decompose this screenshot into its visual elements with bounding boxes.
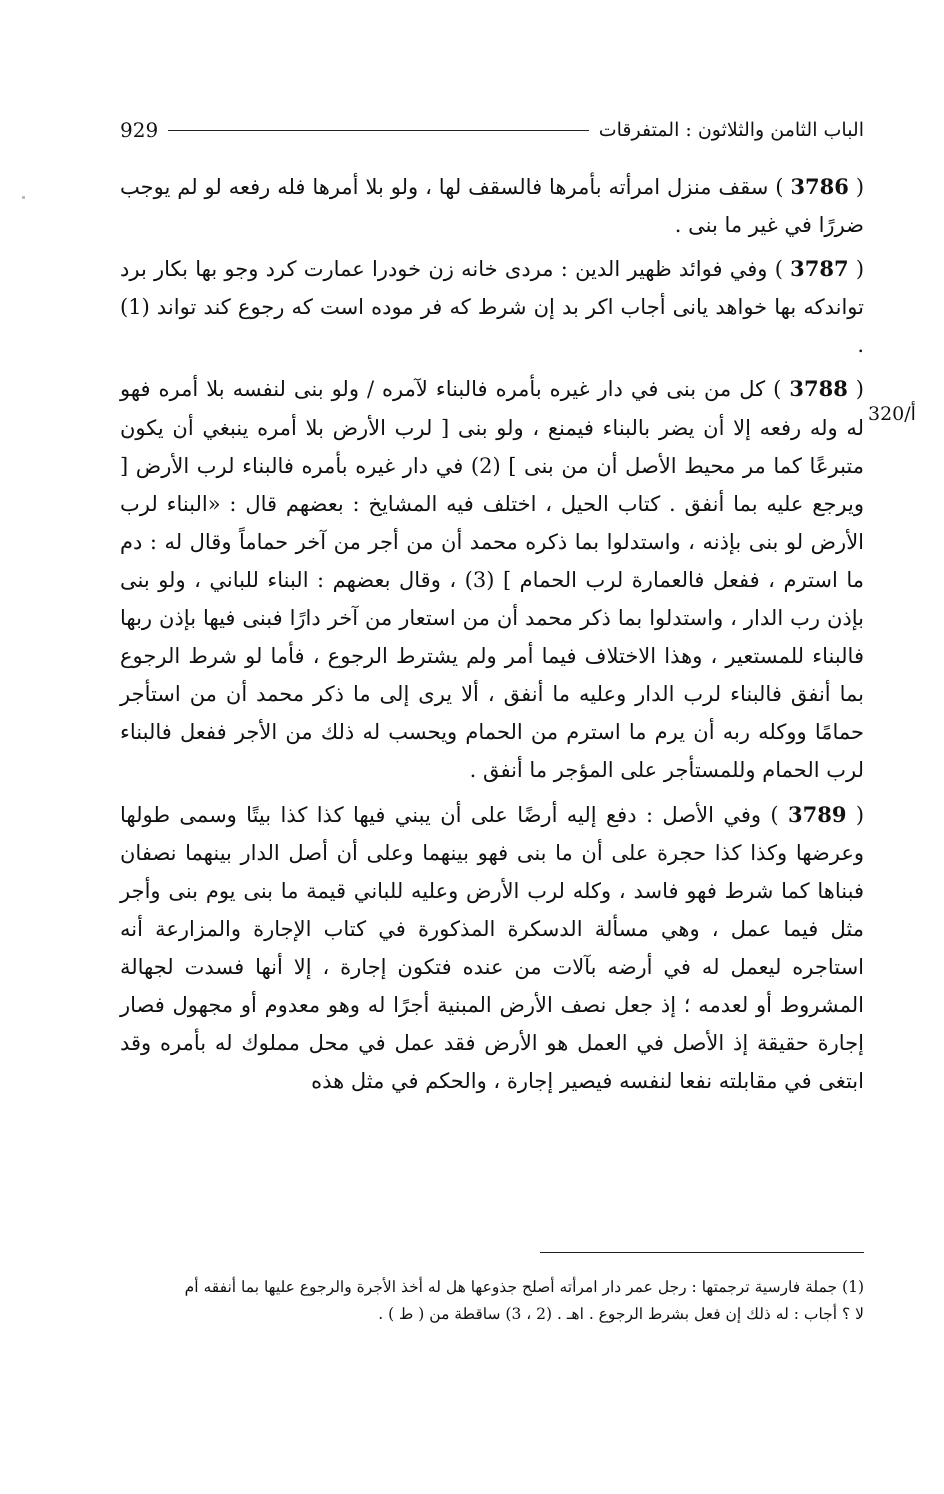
paragraph-text: وفي الأصل : دفع إليه أرضًا على أن يبني فيها كذا كذا بيتًا وسمى طولها وعرضها وكذا كذا حجرة على أن ما بنى فهو بينهما وعلى أن أصل الدار بينهما نصفان فبناها كما شرط فهو فاسد ، وكله لرب الأرض وعليه للباني قيمة ما بنى يوم بنى وأجر مثل فيما عمل ، وهي مسألة الدسكرة المذكورة في كتاب الإجارة والمزارعة أنه استاجره ليعمل له في أرضه بآلات من عنده فتكون إجارة ، إلا أنها فسدت لجهالة المشروط أو لعدمه ؛ إذ جعل نصف الأرض المبنية أجرًا له وهو معدوم أو مجهول فصار إجارة حقيقة إذ الأصل في العمل هو الأرض فقد عمل في محل مملوك له بأمره وقد ابتغى في مقابلته نفعا لنفسه فيصير إجارة ، والحكم في مثل هذه: [120, 802, 864, 1094]
footnote-separator: [540, 1252, 864, 1253]
header-rule: [168, 130, 589, 131]
running-header: [120, 112, 864, 148]
paragraph-number: 3787: [790, 256, 849, 282]
paragraph-number: 3788: [789, 376, 848, 402]
running-title: الباب الثامن والثلاثون : المتفرقات: [598, 119, 864, 141]
paragraph-text: وفي فوائد ظهير الدين : مردى خانه زن خودرا عمارت كرد وجو بها بكار برد تواندكه بها خواهد يانى أجاب اكر بد إن شرط كه فر موده است كه رجوع كند تواند (1) .: [120, 257, 864, 358]
paragraph-3789: ( 3789 ) وفي الأصل : دفع إليه أرضًا على أن يبني فيها كذا كذا بيتًا وسمى طولها وعرضها وكذا كذا حجرة على أن ما بنى فهو بينهما وعلى أن أصل الدار بينهما نصفان فبناها كما شرط فهو فاسد ، وكله لرب الأرض وعليه للباني قيمة ما بنى يوم بنى وأجر مثل فيما عمل ، وهي مسألة الدسكرة المذكورة في كتاب الإجارة والمزارعة أنه استاجره ليعمل له في أرضه بآلات من عنده فتكون إجارة ، إلا أنها فسدت لجهالة المشروط أو لعدمه ؛ إذ جعل نصف الأرض المبنية أجرًا له وهو معدوم أو مجهول فصار إجارة حقيقة إذ الأصل في العمل هو الأرض فقد عمل في محل مملوك له بأمره وقد ابتغى في مقابلته نفعا لنفسه فيصير إجارة ، والحكم في مثل هذه: [120, 801, 865, 1094]
paragraph-3786: ( 3786 ) سقف منزل امرأته بأمرها فالسقف لها ، ولو بلا أمرها فله رفعه لو لم يوجب ضررًا في غير ما بنى .: [120, 174, 865, 238]
margin-dot: [22, 196, 25, 199]
paragraph-number: 3786: [790, 174, 849, 199]
footnote-line: لا ؟ أجاب : له ذلك إن فعل بشرط الرجوع . اهـ . (2 ، 3) ساقطة من ( ط ) .: [378, 1305, 864, 1323]
footnote-line: (1) جملة فارسية ترجمتها : رجل عمر دار امرأته أصلح جذوعها هل له أخذ الأجرة والرجوع عليها بما أنفقه أم: [184, 1278, 864, 1296]
paragraph-number: 3789: [787, 801, 847, 827]
folio-marker: 320/أ: [868, 403, 916, 425]
paragraph-3788: ( 3788 ) كل من بنى في دار غيره بأمره فالبناء لآمره / ولو بنى لنفسه بلا أمره فهو له وله رفعه إلا أن يضر بالبناء فيمنع ، ولو بنى [ لرب الأرض بلا أمره ينبغي أن يكون متبرعًا كما مر محيط الأصل أن من بنى ] (2) في دار غيره بأمره فالبناء لرب الأرض [ ويرجع عليه بما أنفق . كتاب الحيل ، اختلف فيه المشايخ : بعضهم قال : «البناء لرب الأرض لو بنى بإذنه ، واستدلوا بما ذكره محمد أن من أجر من آخر حماماً وقال له : دم ما استرم ، ففعل فالعمارة لرب الحمام ] (3) ، وقال بعضهم : البناء للباني ، ولو بنى بإذن رب الدار ، واستدلوا بما ذكر محمد أن من استعار من آخر دارًا فبنى فيها بإذن ربها فالبناء للمستعير ، وهذا الاختلاف فيما أمر ولم يشترط الرجوع ، فأما لو شرط الرجوع بما أنفق فالبناء لرب الدار وعليه ما أنفق ، ألا يرى إلى ما ذكر محمد أن من استأجر حمامًا ووكله ربه أن يرم ما استرم من الحمام ويحسب له ذلك من الأجر ففعل فالبناء لرب الحمام وللمستأجر على المؤجر ما أنفق .: [120, 376, 864, 783]
footnotes: [120, 1274, 864, 1328]
paragraph-3787: ( 3787 ) وفي فوائد ظهير الدين : مردى خانه زن خودرا عمارت كرد وجو بها بكار برد تواندكه بها خواهد يانى أجاب اكر بد إن شرط كه فر موده است كه رجوع كند تواند (1) .: [120, 256, 865, 358]
page-number: 929: [120, 118, 159, 142]
paragraph-text: سقف منزل امرأته بأمرها فالسقف لها ، ولو بلا أمرها فله رفعه لو لم يوجب ضررًا في غير ما بنى .: [120, 175, 864, 238]
body-text: [120, 168, 864, 1106]
paragraph-text: كل من بنى في دار غيره بأمره فالبناء لآمره / ولو بنى لنفسه بلا أمره فهو له وله رفعه إلا أن يضر بالبناء فيمنع ، ولو بنى [ لرب الأرض بلا أمره ينبغي أن يكون متبرعًا كما مر محيط الأصل أن من بنى ] (2) في دار غيره بأمره فالبناء لرب الأرض [ ويرجع عليه بما أنفق . كتاب الحيل ، اختلف فيه المشايخ : بعضهم قال : «البناء لرب الأرض لو بنى بإذنه ، واستدلوا بما ذكره محمد أن من أجر من آخر حماماً وقال له : دم ما استرم ، ففعل فالعمارة لرب الحمام ] (3) ، وقال بعضهم : البناء للباني ، ولو بنى بإذن رب الدار ، واستدلوا بما ذكر محمد أن من استعار من آخر دارًا فبنى فيها بإذن ربها فالبناء للمستعير ، وهذا الاختلاف فيما أمر ولم يشترط الرجوع ، فأما لو شرط الرجوع بما أنفق فالبناء لرب الدار وعليه ما أنفق ، ألا يرى إلى ما ذكر محمد أن من استأجر حمامًا ووكله ربه أن يرم ما استرم من الحمام ويحسب له ذلك من الأجر ففعل فالبناء لرب الحمام وللمستأجر على المؤجر ما أنفق .: [120, 377, 864, 783]
